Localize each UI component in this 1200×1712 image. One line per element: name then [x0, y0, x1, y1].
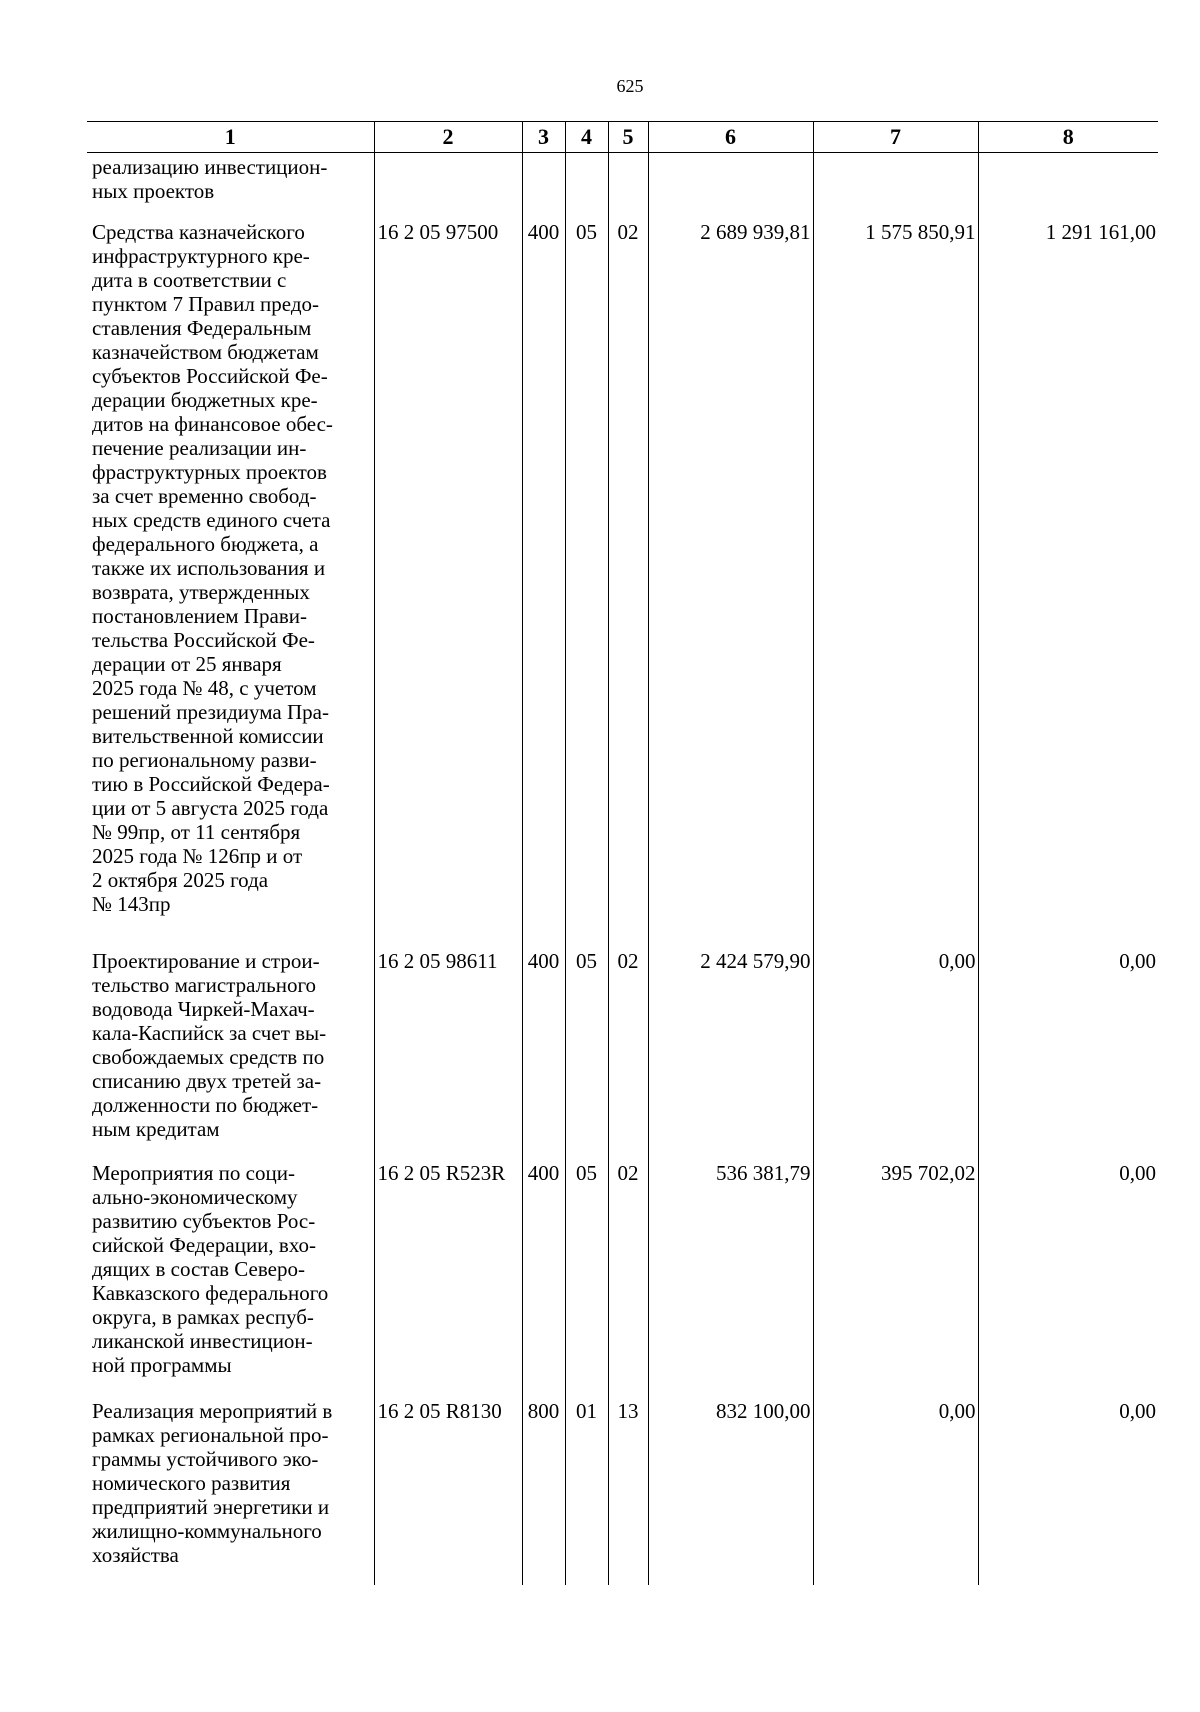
cell-column-4: 01	[565, 1397, 608, 1585]
description-line: Проектирование и строи-	[92, 948, 320, 973]
description-line: № 143пр	[92, 892, 171, 917]
description-line: реализацию инвестицион-	[92, 155, 328, 179]
description-line: № 99пр, от 11 сентября	[92, 820, 301, 845]
description-line: дитов на финансовое обес-	[92, 412, 333, 437]
cell-amount-7: 395 702,02	[813, 1159, 978, 1396]
cell-amount-8: 0,00	[978, 1159, 1158, 1396]
cell-description	[87, 153, 374, 219]
description-line: рамках региональной про-	[92, 1422, 329, 1447]
cell-column-4: 05	[565, 218, 608, 946]
description-line: номического развития	[92, 1470, 291, 1495]
cell-code: 16 2 05 98611	[374, 947, 522, 1160]
description-line: долженности по бюджет-	[92, 1092, 319, 1117]
description-line: 2025 года № 48, с учетом	[92, 676, 317, 701]
cell-amount-7: 0,00	[813, 1397, 978, 1585]
cell-column-4: 05	[565, 947, 608, 1160]
cell-amount-6: 536 381,79	[648, 1159, 813, 1396]
description-line: ных проектов	[92, 179, 215, 203]
table-row	[87, 1159, 1158, 1396]
cell-amount-8: 0,00	[978, 947, 1158, 1160]
description-line: тию в Российской Федера-	[92, 772, 330, 797]
description-line: ально-экономическому	[92, 1185, 298, 1210]
description-line: кала-Каспийск за счет вы-	[92, 1020, 327, 1045]
cell-amount-8	[978, 153, 1158, 219]
description-line: дерации бюджетных кре-	[92, 388, 318, 413]
cell-column-4	[565, 153, 608, 219]
description-line: округа, в рамках респуб-	[92, 1305, 314, 1330]
cell-amount-6: 832 100,00	[648, 1397, 813, 1585]
cell-description	[87, 218, 374, 946]
description-line: жилищно-коммунального	[92, 1518, 322, 1543]
description-line: возврата, утвержденных	[92, 580, 310, 605]
cell-code: 16 2 05 R8130	[374, 1397, 522, 1585]
table-row	[87, 153, 1158, 219]
cell-amount-7: 0,00	[813, 947, 978, 1160]
cell-column-3: 400	[522, 947, 565, 1160]
description-line: также их использования и	[92, 556, 326, 581]
description-line: решений президиума Пра-	[92, 700, 329, 725]
description-line: фраструктурных проектов	[92, 460, 327, 485]
description-line: постановлением Прави-	[92, 604, 307, 629]
description-line: дита в соответствии с	[92, 268, 287, 293]
column-header-4: 4	[565, 122, 608, 153]
description-line: ставления Федеральным	[92, 316, 312, 341]
description-line: водовода Чиркей-Махач-	[92, 996, 315, 1021]
column-header-3: 3	[522, 122, 565, 153]
cell-column-3: 800	[522, 1397, 565, 1585]
table-row	[87, 1397, 1158, 1585]
description-line: по региональному разви-	[92, 748, 317, 773]
cell-description	[87, 1397, 374, 1585]
description-line: тельство магистрального	[92, 972, 317, 997]
cell-amount-6: 2 689 939,81	[648, 218, 813, 946]
description-line: печение реализации ин-	[92, 436, 307, 461]
description-line: ных средств единого счета	[92, 508, 331, 533]
description-line: ной программы	[92, 1353, 232, 1378]
column-header-8: 8	[978, 122, 1158, 153]
description-line: дерации от 25 января	[92, 652, 282, 677]
description-line: инфраструктурного кре-	[92, 244, 310, 269]
description-line: тельства Российской Фе-	[92, 628, 315, 653]
column-header-2: 2	[374, 122, 522, 153]
description-line: ным кредитам	[92, 1116, 220, 1141]
cell-column-5: 13	[608, 1397, 648, 1585]
budget-table	[87, 121, 1158, 1585]
cell-description	[87, 1159, 374, 1396]
description-line: предприятий энергетики и	[92, 1494, 330, 1519]
description-line: свобождаемых средств по	[92, 1044, 325, 1069]
description-line: граммы устойчивого эко-	[92, 1446, 319, 1471]
column-header-5: 5	[608, 122, 648, 153]
cell-amount-7: 1 575 850,91	[813, 218, 978, 946]
description-line: ции от 5 августа 2025 года	[92, 796, 329, 821]
description-line: пунктом 7 Правил предо-	[92, 292, 320, 317]
cell-amount-8: 1 291 161,00	[978, 218, 1158, 946]
cell-code	[374, 153, 522, 219]
column-header-7: 7	[813, 122, 978, 153]
cell-amount-6: 2 424 579,90	[648, 947, 813, 1160]
column-header-1: 1	[87, 122, 374, 153]
cell-column-3	[522, 153, 565, 219]
table-body	[87, 153, 1158, 1586]
description-line: сийской Федерации, вхо-	[92, 1233, 317, 1258]
description-line: Средства казначейского	[92, 220, 305, 245]
description-line: Реализация мероприятий в	[92, 1398, 333, 1423]
cell-code: 16 2 05 R523R	[374, 1159, 522, 1396]
description-line: 2025 года № 126пр и от	[92, 844, 303, 869]
cell-column-5	[608, 153, 648, 219]
cell-column-3: 400	[522, 1159, 565, 1396]
description-line: вительственной комиссии	[92, 724, 324, 749]
column-header-6: 6	[648, 122, 813, 153]
cell-column-5: 02	[608, 1159, 648, 1396]
description-line: Мероприятия по соци-	[92, 1161, 295, 1186]
header-row	[87, 122, 1158, 153]
description-line: Кавказского федерального	[92, 1281, 329, 1306]
cell-amount-7	[813, 153, 978, 219]
description-line: дящих в состав Северо-	[92, 1257, 305, 1282]
cell-column-5: 02	[608, 218, 648, 946]
cell-column-4: 05	[565, 1159, 608, 1396]
page-number: 625	[616, 76, 644, 96]
description-line: федерального бюджета, а	[92, 532, 319, 557]
cell-amount-8: 0,00	[978, 1397, 1158, 1585]
description-line: ликанской инвестицион-	[92, 1329, 313, 1354]
table-row	[87, 218, 1158, 946]
cell-column-3: 400	[522, 218, 565, 946]
description-line: за счет временно свобод-	[92, 484, 317, 509]
description-line: 2 октября 2025 года	[92, 868, 269, 893]
description-line: хозяйства	[92, 1542, 179, 1567]
table-row	[87, 947, 1158, 1160]
cell-code: 16 2 05 97500	[374, 218, 522, 946]
description-line: развитию субъектов Рос-	[92, 1209, 316, 1234]
cell-description	[87, 947, 374, 1160]
cell-amount-6	[648, 153, 813, 219]
description-line: субъектов Российской Фе-	[92, 364, 328, 389]
cell-column-5: 02	[608, 947, 648, 1160]
description-line: казначейством бюджетам	[92, 340, 319, 365]
description-line: списанию двух третей за-	[92, 1068, 322, 1093]
